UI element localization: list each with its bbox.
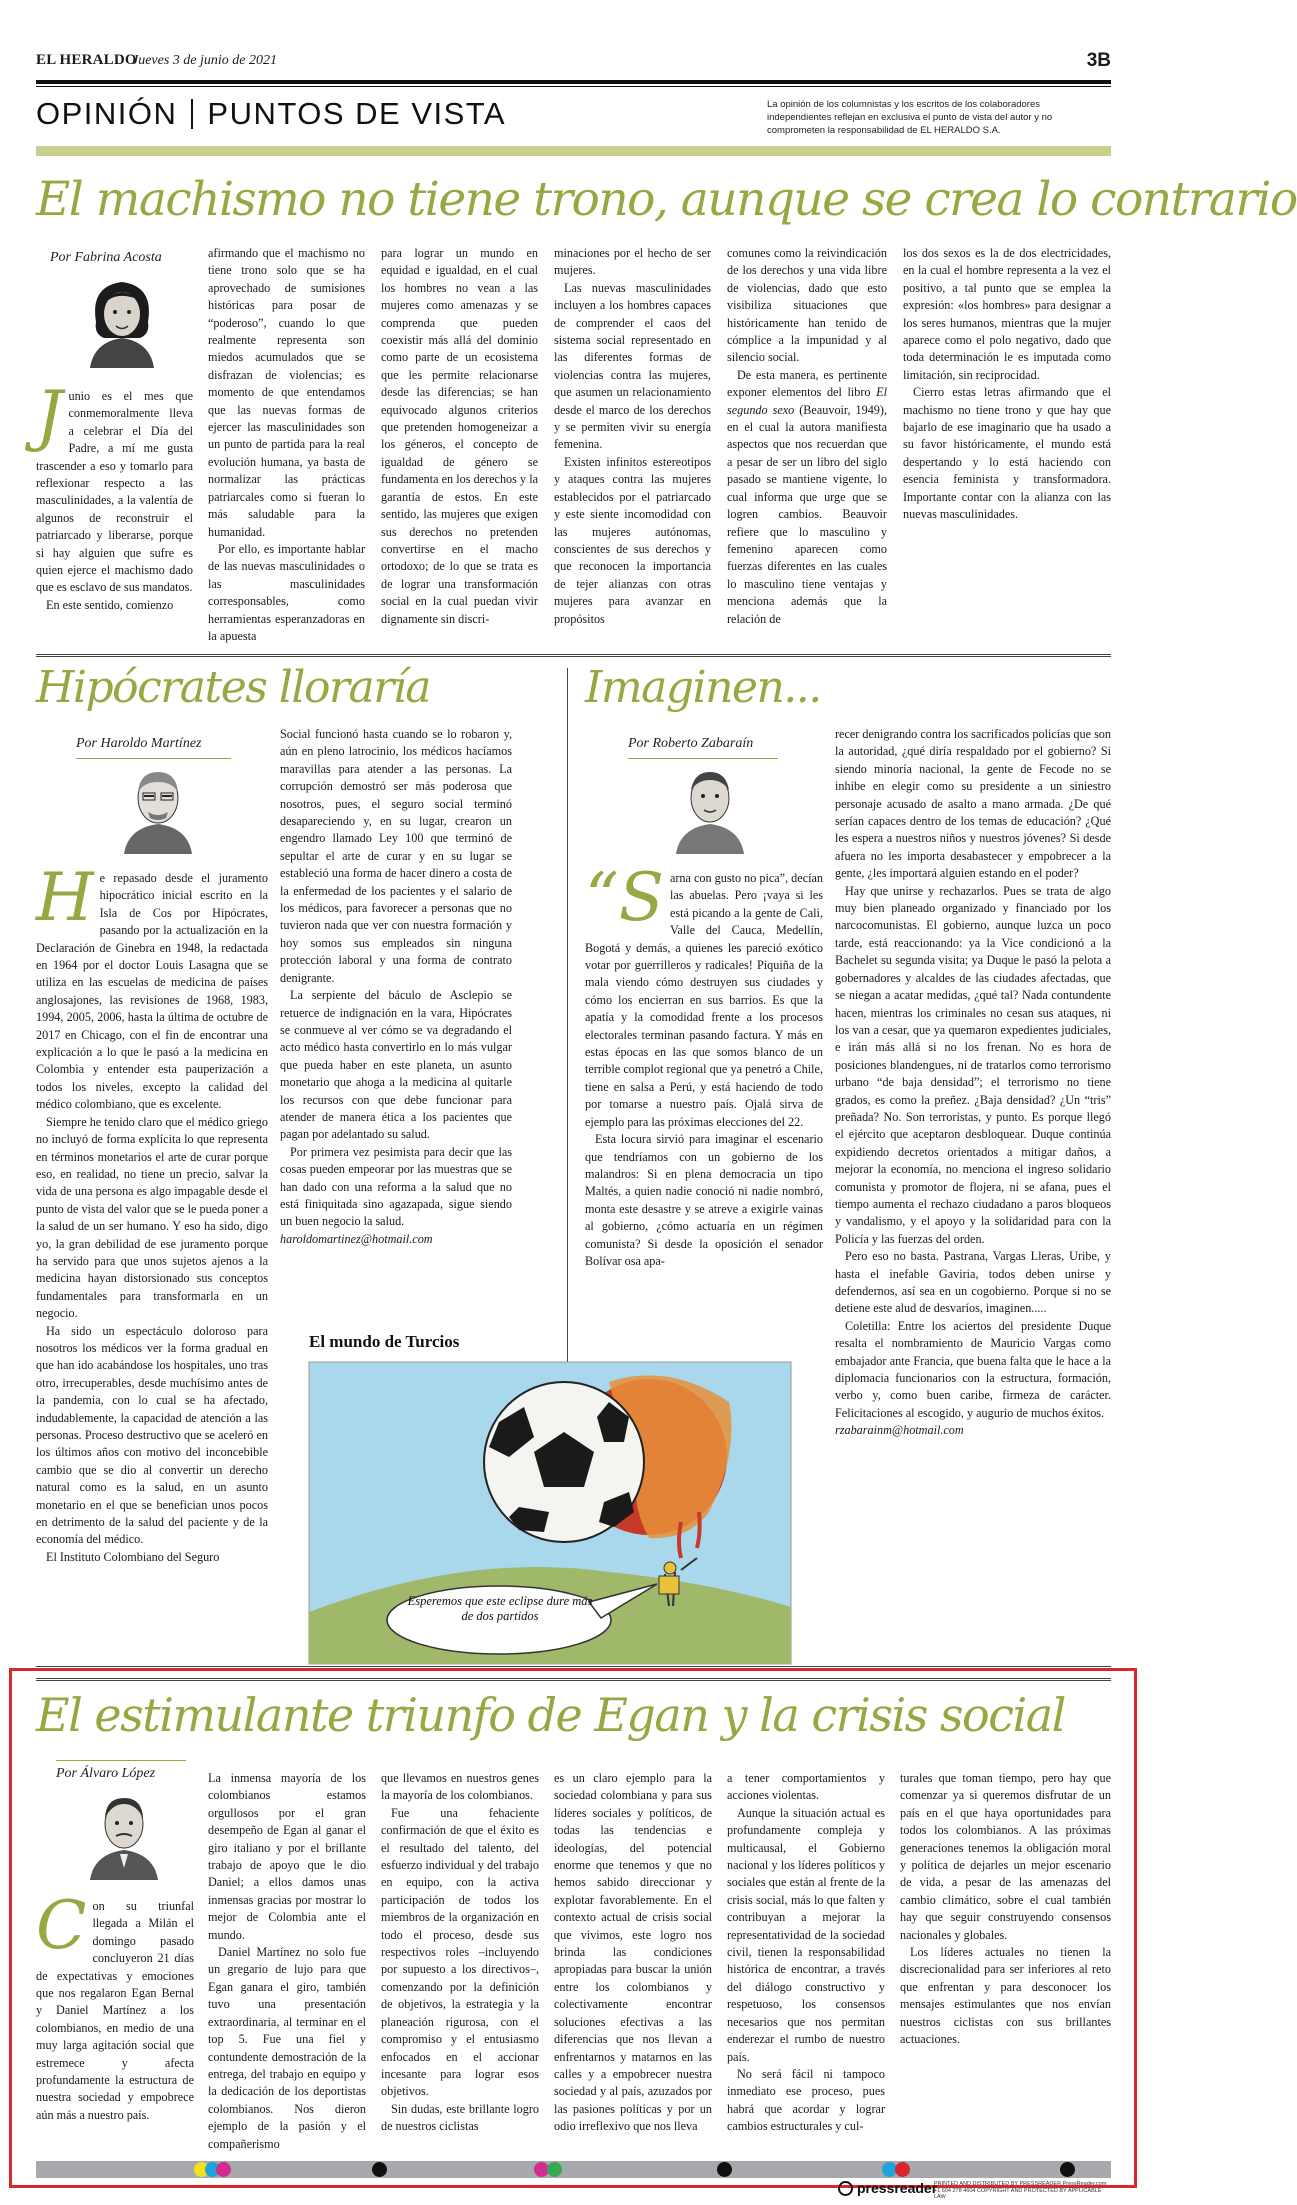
article4-paragraph: No será fácil ni tampoco inmediato ese proceso, pues habrá que acordar y lograr cambios estructurales y cul- [727,2066,885,2134]
article1-paragraph: los dos sexos es la de dos electricidades, en la cual el hombre representa a la vez el positivo, a tal punto que se emplea la expresión: «los hombres» para designar a los seres humanos, mientras que la mujer aparece como el polo negativo, dado que toda determinación le es imputada como limitación, sin reciprocidad. [903,246,1111,382]
registration-dot-black [1060,2162,1075,2177]
article1-paragraph: afirmando que el machismo no tiene trono solo que se ha aprovechado de sumisiones históricas para posar de “poderoso”, cuando lo que realmente representa son miedos acumulados que se disfrazan de violencias; es momento de que entendamos que las nuevas formas de ejercer las masculinidades son un punto de partida para la real evolución humana, ya basta de normalizar las prácticas patriarcales como si fueran lo más saludable para la humanidad. [208,246,365,539]
pressreader-icon [838,2181,853,2196]
registration-dot-magenta [216,2162,231,2177]
byline-rule [628,758,778,759]
article2-paragraph: e repasado desde el juramento hipocrático inicial escrito en la Isla de Cos por Hipócrates, pasando por la actualización en la Declaración de Ginebra en 1948, la redactada en 1964 por el doctor Louis Lasagna que se utiliza en las escuelas de medicina de países anglosajones, las revisiones de 1968, 1983, 1994, 2005, 2006, hasta la última de octubre de 2017 en Chicago, con el fin de encontrar una explicación a lo que le pasó a la medicina en Colombia y entender esta pauperización a todos los niveles, excepto la calidad del médico colombiano, que es excelente. [36,871,268,1112]
registration-dot-black [372,2162,387,2177]
section-divider [191,99,193,129]
cartoon-caption: Esperemos que este eclipse dure más de dos partidos [407,1594,593,1623]
article2-column-2 [280,726,512,1302]
masthead [36,52,1111,74]
cartoon-title: El mundo de Turcios [309,1332,460,1351]
article1-paragraph: minaciones por el hecho de ser mujeres. [554,246,711,278]
article4-column-6 [900,1770,1111,2152]
article1-paragraph: De esta manera, es pertinente exponer elementos del libro El segundo sexo (Beauvoir, 1949), en el cual la autora manifiesta aspectos que nos recuerdan que a pesar de ser un libro del siglo pasado se mantiene vigente, lo cual informa que urge que se logren cambios. Beauvoir refiere que lo masculino y femenino aparecen como fuerzas diferentes en las cuales lo masculino tiene ventajas y menciona además que la relación de [727,367,887,626]
article1-column-2 [208,245,365,648]
article2-paragraph: El Instituto Colombiano del Seguro [46,1549,220,1564]
article1-column-3 [381,245,538,648]
article3-paragraph: Coletilla: Entre los aciertos del presidente Duque resalta el nombramiento de Mauricio Vargas como embajador ante Francia, que buena falta que le hace a la diplomacia funcionarios con la estructura, formación, verbo y, como buen caribe, firmeza de carácter. Felicitaciones al escogido, y augurio de muchos éxitos. [835,1318,1111,1420]
section-subname: PUNTOS DE VISTA [207,96,507,131]
footer-legal-notice: PRINTED AND DISTRIBUTED BY PRESSREADER PressReader.com +1 604 278 4604 COPYRIGHT AND PROTECTED BY APPLICABLE LAW [934,2181,1107,2200]
author-email: rzabarainm@hotmail.com [835,1423,964,1438]
author-email: haroldomartinez@hotmail.com [280,1231,433,1246]
article1-byline: Por Fabrina Acosta [50,250,162,265]
article2-byline: Por Haroldo Martínez [76,736,202,751]
article1-paragraph: Las nuevas masculinidades incluyen a los hombres capaces de comprender el caos del sistema social representado en las diferentes formas de violencias contra las mujeres, que asumen un relacionamiento desde el marco de los derechos y se permiten vivir su energía femenina. [554,280,711,452]
article2-paragraph: Ha sido un espectáculo doloroso para nosotros los médicos ver la forma gradual en que han ido acabándose los hospitales, uno tras otro, irrecuperables, desde muchísimo antes de la pandemia, con lo cual se ha afectado, indudablemente, la capacidad de atención a las personas. Proceso destructivo que se aceleró en los últimos años con motivo del inconcebible cambio que se dio al convertir un derecho natural como es la salud, en un asunto monetario en el que se benefician unos pocos en detrimento de la salud del paciente y de la economía del médico. [36,1323,268,1547]
article3-paragraph: arna con gusto no pica”, decían las abuelas. Pero ¡vaya si les está picando a la gente de Cali, Valle del Cauca, Medellín, Bogotá y demás, a quienes les pareció exótico votar por guerrilleros y radicales! Piquiña de la mala viendo cómo destruyen sus ciudades y cómo los encierran en sus barrios. Es que la apatía y la comodidad frente a los procesos electorales terminan pasando factura. Y más en estas épocas en las que somos blanco de un terrible complot regional que ya penetró a Chile, tiene en salsa a Perú, y está haciendo de todo por tomarse a nuestro país. Ojalá sirva de ejemplo para las próximas elecciones del 22. [585,871,823,1129]
article4-paragraph: a tener comportamientos y acciones violentas. [727,1771,885,1803]
registration-dot-black [717,2162,732,2177]
article2-headline: Hipócrates lloraría [36,662,431,713]
article4-paragraph: on su triunfal llegada a Milán el domingo pasado concluyeron 21 días de expectativas y emociones que nos regalaron Egan Bernal y Daniel Martínez a los colombianos, en medio de una muy larga agitación social que estremece y afecta profundamente la estructura de nuestra sociedad y empobrece aún más a nuestro país. [36,1899,194,2122]
pressreader-wordmark: pressreader [857,2180,938,2196]
article4-column-1 [36,1887,194,2152]
article1-column-5 [727,245,887,648]
article1-column-4 [554,245,711,648]
article4-paragraph: Fue una fehaciente confirmación de que el éxito es el resultado del talento, del esfuerzo individual y del trabajo en equipo, con la activa participación de todos los miembros de la organización en todo el proceso, desde sus respectivos roles –incluyendo por supuesto a los directivos–, comenzando por la definición de objetivos, la estrategia y la planeación rigurosa, con el compromiso y el entusiasmo enfocados en el accionar incesante para lograr esos objetivos. [381,1805,539,2099]
article1-paragraph: En este sentido, comienzo [46,597,174,612]
article2-paragraph: Siempre he tenido claro que el médico griego no incluyó de forma explícita lo que representa en términos monetarios el arte de curar porque eso, en realidad, no tiene un precio, salvar la vida de una persona es algo impagable desde el punto de vista del valor que se le pueda poner a la salud de un ser humano. Y eso ha sido, digo yo, la gran debilidad de ese juramento porque ha servido para que unos sujetos ajenos a la medicina hayan distorsionado sus conceptos fundamentales para transformarla en un negocio. [36,1114,268,1321]
article4-column-4 [554,1770,712,2152]
byline-rule [56,1760,186,1761]
article3-paragraph: Esta locura sirvió para imaginar el escenario que tendríamos con un gobierno de los malandros: Si en plena democracia un tipo Maltés, a quien nadie conoció ni nadie nombró, monta este desastre y se atreve a exigirle vainas al gobierno, ¿cómo actuaría en un régimen comunista? Si desde la oposición el senador Bolívar osa apa- [585,1132,823,1268]
article1-paragraph: Cierro estas letras afirmando que el machismo no tiene trono y que hay que bajarlo de ese imaginario que ha usado a su favor históricamente, el mundo está despertando y lo está haciendo con esencia feminista y transformadora. Importante contar con la alianza con las nuevas masculinidades. [903,385,1111,522]
author-portrait-fabrina-acosta [80,272,164,368]
article1-headline: El machismo no tiene trono, aunque se crea lo contrario [36,172,1297,227]
article2-dropcap: H [36,859,94,936]
pressreader-logo[interactable] [838,2178,938,2200]
section-divider-rule [36,1666,1111,1667]
section-divider-rule [36,1678,1111,1681]
article4-paragraph: Sin dudas, este brillante logro de nuestros ciclistas [381,2101,539,2134]
article1-column-6 [903,245,1111,648]
section-name: OPINIÓN [36,96,178,131]
article3-paragraph: recer denigrando contra los sacrificados policías que son la autoridad, ¿qué diría respaldado por el gobierno? Si siendo minoría nacional, la gente de Fecode no se inhibe en elegir como su presidente a un siniestro personaje acusado de asalto a mano armada. ¿De qué serían capaces dentro de los temas de educación? ¿Qué les espera a nuestros niños y nuestros jóvenes? Si desde afuera no les importa desabastecer y empobrecer a la gente, ¿les importará alguien estando en el poder? [835,727,1111,881]
article3-paragraph: Pero eso no basta. Pastrana, Vargas Lleras, Uribe, y hasta el inefable Gaviria, todos deben unirse y defendernos, así sea en un cogobierno. Porque si no se detiene este alud de desvaríos, imaginen..... [835,1249,1111,1316]
article4-column-2 [208,1770,366,2152]
cartoon-illustration [309,1362,791,1664]
article3-byline: Por Roberto Zabaraín [628,736,754,751]
article3-column-1 [585,859,823,1300]
registration-dot-red [895,2162,910,2177]
article3-paragraph: Hay que unirse y rechazarlos. Pues se trata de algo muy bien planeado organizado y financiado por los narcocomunistas. El gobierno, aunque luzca un poco tarde, está reaccionando: ya la Vice condicionó a la Bachelet su segunda visita; ya Duque le pasó la pelota a gobernadores y alcaldes de las ciudades afectadas, que se niegan a acatar medidas, ¿qué tal? Nada contundente hacen, mientras los criminales no cesan sus ataques, ni los van a cesar, que ya quemaron expedientes judiciales, e irán más allá si no los frenan. No es hora de posiciones blandengues, ni de tratarlos como terrorismo urbano “de baja densidad”; el terrorismo no tiene grados, es como la preñez. ¿Baja densidad? ¿Un “tris” preñada? No. Son terroristas, y punto. Es porque llegó el ejército que aceptaron desbloquear. Duque continúa expidiendo decretos orientados a mitigar daños, a mejorar la economía, no menciona el ingreso solidario comunista y promotor de flojera, ni se afana, pues el tiempo aumenta el rechazo ciudadano a paros bloqueos y vandalismo, y el apoyo y la solidaridad para con la Policía y las fuerzas del orden. [835,883,1111,1246]
editorial-disclaimer: La opinión de los columnistas y los escritos de los colaboradores independientes reflejan en exclusiva el punto de vista del autor y no comprometen la responsabilidad de EL HERALDO S.A. [767,99,1053,136]
article4-headline: El estimulante triunfo de Egan y la crisis social [36,1688,1065,1742]
article4-dropcap: C [36,1887,87,1964]
author-portrait-alvaro-lopez [84,1788,164,1880]
page-number: 3B [1086,50,1111,71]
article1-dropcap: J [36,377,63,454]
section-title [36,96,506,132]
article1-paragraph: unio es el mes que conmemoralmente lleva a celebrar el Día del Padre, a mí me gusta trascender a eso y tomarlo para reflexionar respecto a las masculinidades, a la valentía de algunos de reconstruir el patriarcado y liberarse, porque si hay alguien que sufre es quien ejerce el machismo dado que es esclavo de sus mandatos. [36,389,193,595]
masthead-rule [36,80,1111,84]
book-title: El segundo sexo [727,385,887,417]
section-color-bar [36,146,1111,156]
article4-column-5 [727,1770,885,2152]
author-portrait-roberto-zabarain [670,762,750,854]
article3-dropcap: “S [585,859,664,936]
article4-paragraph: turales que toman tiempo, pero hay que comenzar ya si queremos disfrutar de un país en el que haya oportunidades para todos los colombianos. A las próximas generaciones tenemos la obligación moral y política de dejarles un mejor escenario de vida, a pesar de las amenazas del cambio climático, sobre el cual también hay que seguir construyendo consensos nacionales y globales. [900,1771,1111,1942]
issue-date: Jueves 3 de junio de 2021 [132,53,278,68]
article2-paragraph: Social funcionó hasta cuando se lo robaron y, aún en pleno latrocinio, los médicos hacíamos maravillas para atender a las personas. La corrupción demostró ser más poderosa que nosotros, pues, el seguro social terminó desapareciendo y, en su lugar, crearon un engendro llamado Ley 100 que terminó de sepultar el arte de curar y en su lugar se estableció una forma de hacer dinero a costa de la enfermedad de los pacientes y el salario de los médicos, para favorecer a personas que no tuvieron nada que ver con nuestra formación y hoy somos sus empleados sin ninguna protección laboral y una forma de contrato denigrante. [280,727,512,985]
article4-paragraph: La inmensa mayoría de los colombianos estamos orgullosos por el gran desempeño de Egan al ganar el giro italiano y por el brillante trabajo de apoyo que le dio Daniel; a ellos damos unas inmensas gracias por mostrar lo mejor de Colombia ante el mundo. [208,1771,366,1942]
article2-paragraph: La serpiente del báculo de Asclepio se retuerce de indignación en la vara, Hipócrates se conmueve al ver cómo se va degradando el acto médico hasta convertirlo en lo más vulgar que pueda haber en este planeta, un asunto monetario que ahoga a la medicina al quitarle los recursos con que debe funcionar para atender de manera ética a los pacientes que pagan por adelantado su salud. [280,988,512,1142]
article2-column-1 [36,859,268,1630]
newspaper-name: EL HERALDO [36,52,137,68]
article4-paragraph: es un claro ejemplo para la sociedad colombiana y para sus líderes sociales y políticos, de todas las tendencias e ideologías, del potencial enorme que tenemos y que no hemos sabido direccionar y explotar favorablemente. En el contexto actual de crisis social que vivimos, este logro nos brinda las condiciones apropiadas para buscar la unión entre los colombianos y colectivamente encontrar soluciones efectivas a las diferencias que nos llevan a enfrentarnos y matarnos en las calles y a empobrecer nuestra sociedad y al país, azuzados por las pasiones políticas y por un odio irreflexivo que nos lleva [554,1771,712,2134]
registration-dot-green [547,2162,562,2177]
article4-paragraph: Aunque la situación actual es profundamente compleja y multicausal, el Gobierno nacional y los líderes políticos y sociales que están al frente de la crisis social, más lo que falten y contribuyan a mejorar la representatividad de la sociedad civil, tienen la responsabilidad histórica de encontrar, a través del diálogo constructivo y respetuoso, los consensos necesarios que nos permitan enderezar el rumbo de nuestro país. [727,1805,885,2064]
article4-paragraph: Daniel Martínez no solo fue un gregario de lujo para que Egan ganara el giro, también tuvo una presentación extraordinaria, al terminar en el top 5. Fue una fiel y contundente demostración de la entrega, del trabajo en equipo y la dedicación de los deportistas colombianos. Nos dieron ejemplo de la pasión y el compañerismo [208,1945,366,2151]
author-portrait-haroldo-martinez [118,762,198,854]
article4-paragraph: Los líderes actuales no tienen la discrecionalidad para ser inferiores al reto que enfrentan y para desconocer los mensajes estimulantes que nos envían nuestros ciclistas con sus brillantes actuaciones. [900,1945,1111,2047]
article1-paragraph: comunes como la reivindicación de los derechos y una vida libre de violencias, dado que esto visibiliza situaciones que históricamente han tenido de cómplice a la impunidad y al silencio social. [727,246,887,365]
article4-column-3 [381,1770,539,2152]
article1-paragraph: Por ello, es importante hablar de las nuevas masculinidades o las masculinidades corresponsables, como herramientas esperanzadoras en la apuesta [208,541,365,643]
article1-column-1 [36,377,193,648]
section-divider-rule [36,654,1111,657]
article3-headline: Imaginen... [585,662,821,713]
article4-paragraph: que llevamos en nuestros genes la mayoría de los colombianos. [381,1771,539,1803]
article2-paragraph: Por primera vez pesimista para decir que las cosas pueden empeorar por las muestras que se han dado con una reforma a la salud que no está finiquitada sino agazapada, sigue siendo un buen negocio la salud. [280,1144,512,1229]
article1-paragraph: para lograr un mundo en equidad e igualdad, en el cual los hombres no vean a las mujeres como amenazas y se comprenda que pueden coexistir más allá del dominio como parte de un ecosistema que les permite relacionarse desde las diferencias; se han equivocado algunos criterios que pretenden homogeneizar a los géneros, el concepto de igualdad de género se fundamenta en los derechos y la garantía de estos. En este sentido, las mujeres que exigen sus derechos no pretenden convertirse en el macho ortodoxo; de lo que se trata es de lograr una transformación social en la cual puedan vivir dignamente sin discri- [381,246,538,626]
article1-paragraph: Existen infinitos estereotipos y ataques contra las mujeres establecidos por el patriarcado y este siente incomodidad con las mujeres autónomas, conscientes de sus derechos y que reconocen la importancia de tejer alianzas con otras mujeres para avanzar en propósitos [554,454,711,626]
article3-column-2 [835,726,1111,1651]
byline-rule [76,758,231,759]
article4-byline: Por Álvaro López [56,1766,156,1781]
masthead-rule-thin [36,86,1111,87]
